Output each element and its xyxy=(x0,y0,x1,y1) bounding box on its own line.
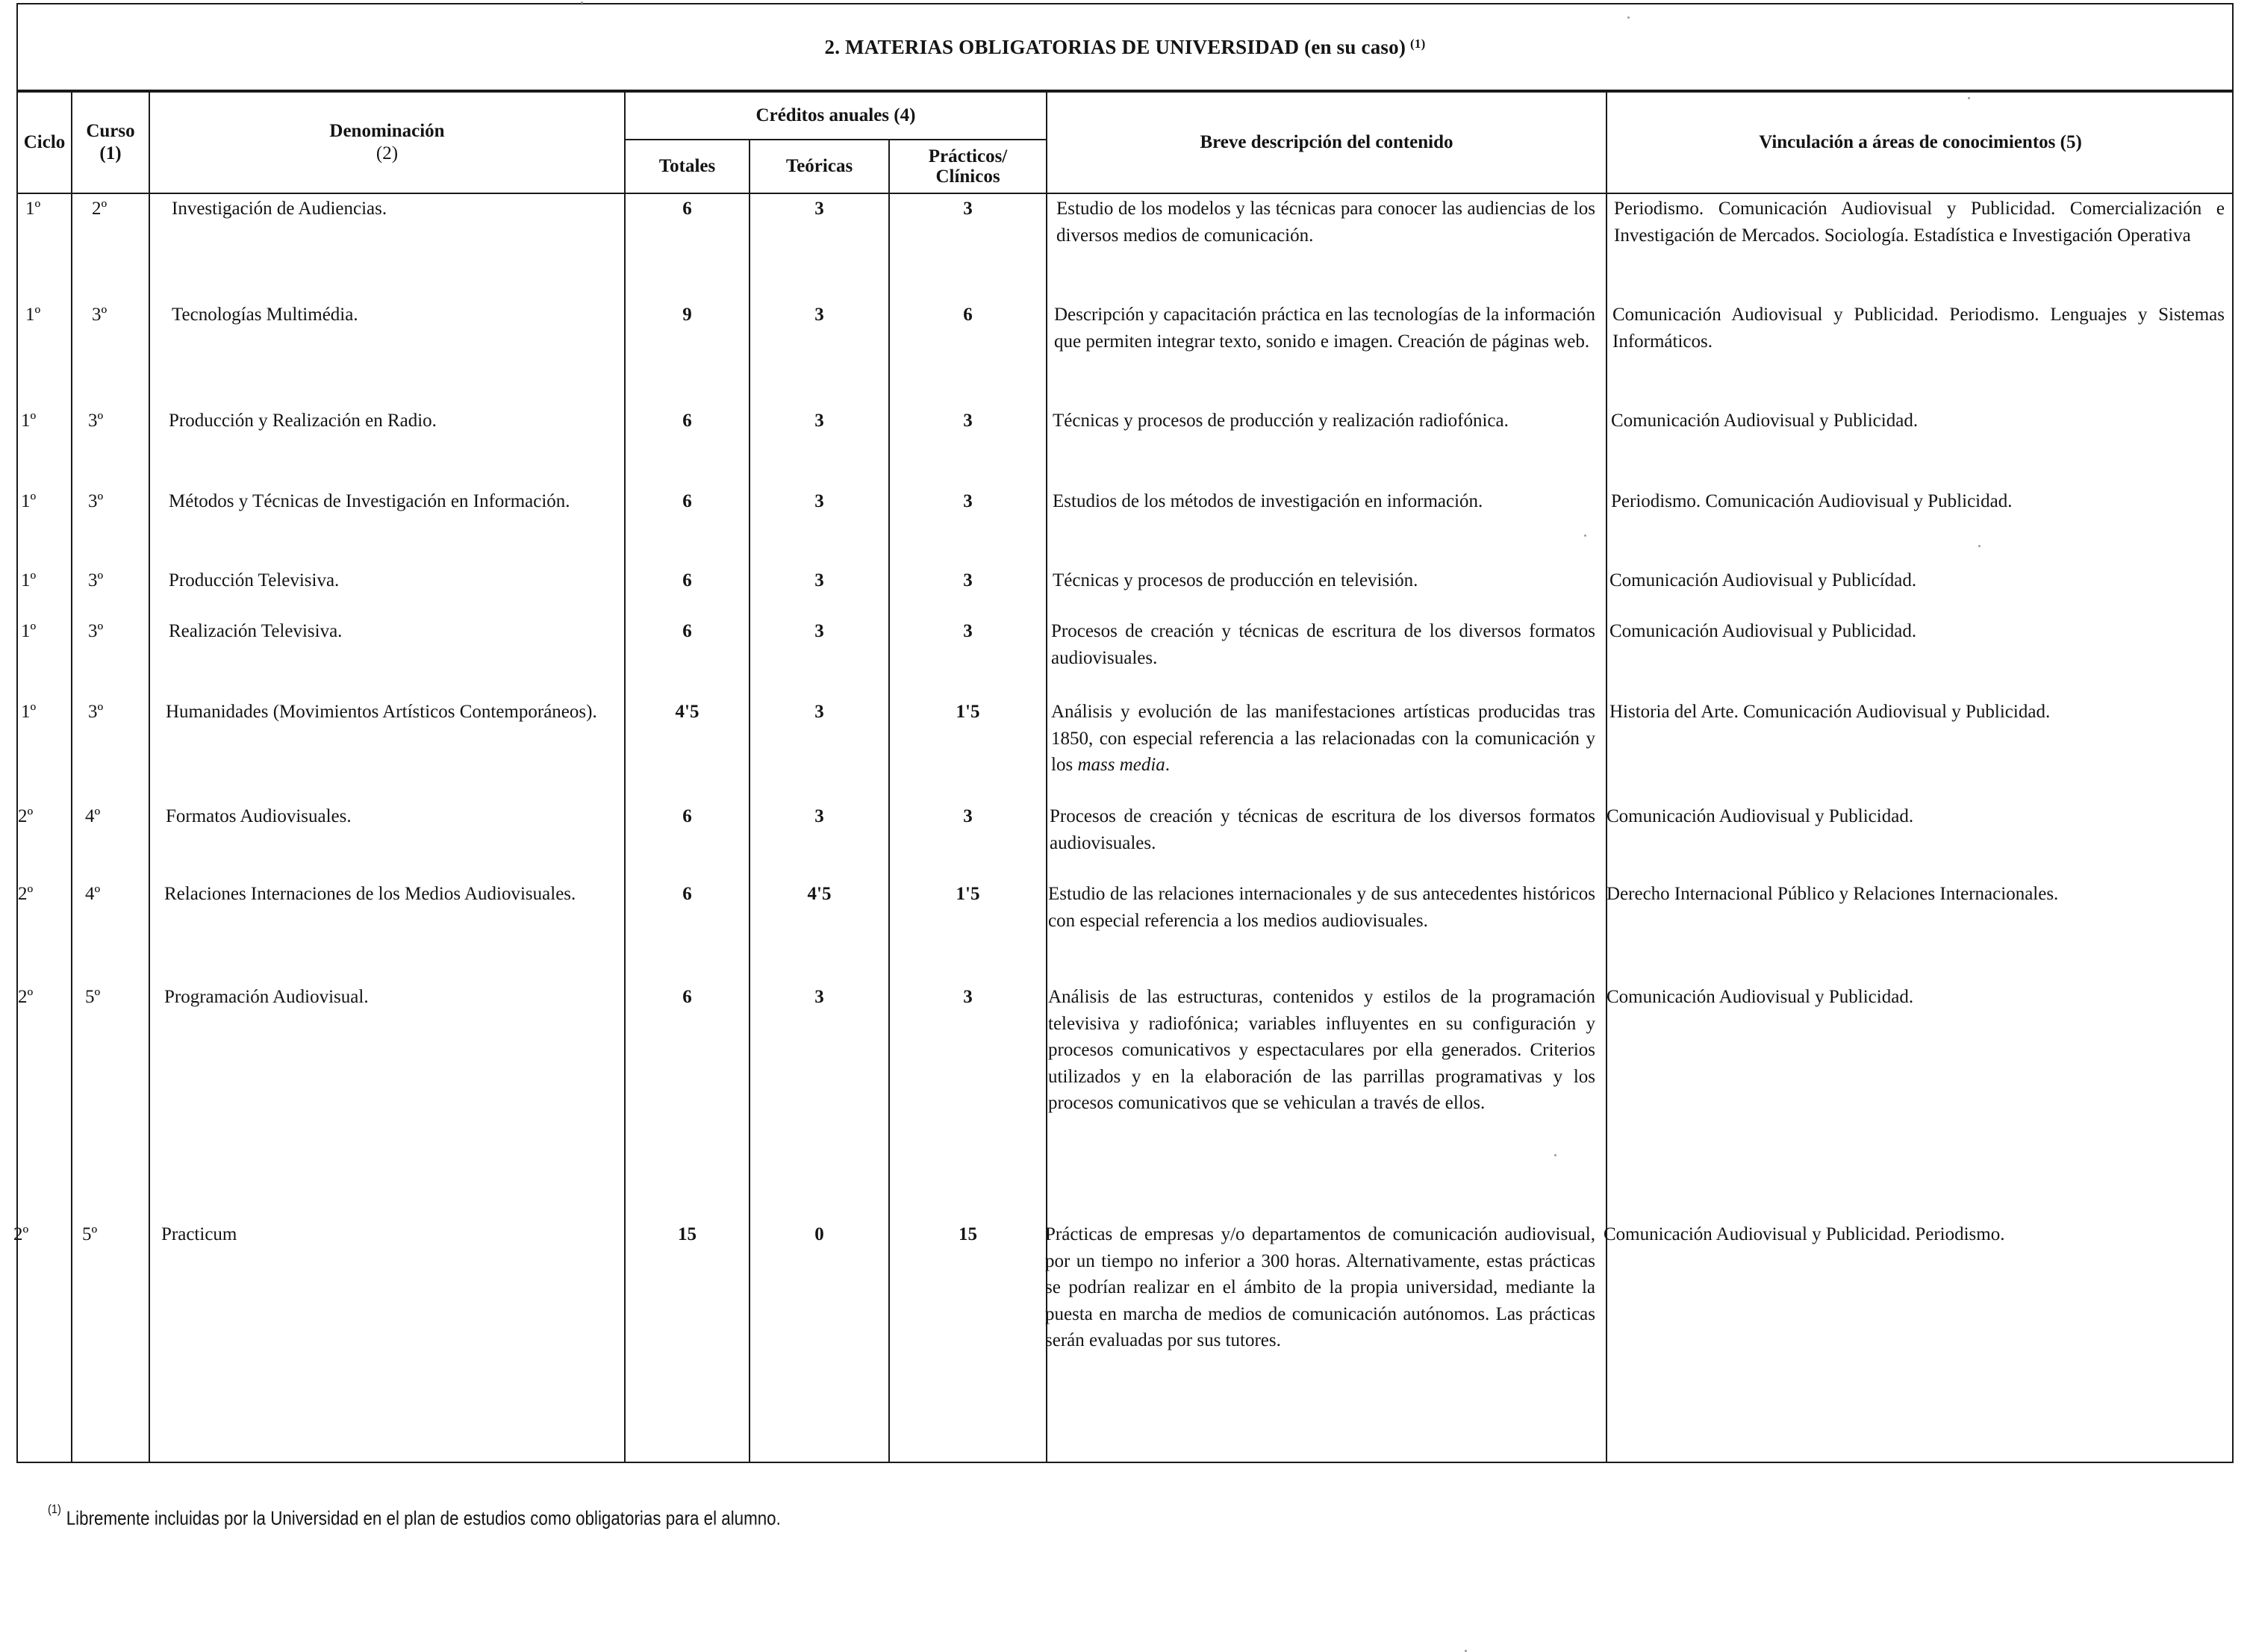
cell-denominacion: Tecnologías Multimédia. xyxy=(172,305,358,325)
footnote xyxy=(48,1502,781,1530)
cell-ciclo: 2º xyxy=(18,884,34,904)
cell-totales: 6 xyxy=(682,806,692,826)
table-title-text: 2. MATERIAS OBLIGATORIAS DE UNIVERSIDAD (en su caso) xyxy=(824,35,1406,58)
cell-curso: 3º xyxy=(88,411,104,431)
table-title xyxy=(16,3,2234,91)
cell-denominacion: Formatos Audiovisuales. xyxy=(166,806,352,826)
cell-denominacion: Producción Televisiva. xyxy=(169,570,340,590)
cell-descripcion: Técnicas y procesos de producción y realización radiofónica. xyxy=(1053,411,1509,431)
header-totales: Totales xyxy=(658,156,716,176)
cell-curso: 4º xyxy=(85,806,101,826)
cell-practicos: 3 xyxy=(963,199,973,219)
header-ciclo: Ciclo xyxy=(23,132,66,152)
cell-vinculacion: Comunicación Audiovisual y Publicidad. xyxy=(1611,411,1919,431)
cell-descripcion: Descripción y capacitación práctica en las tecnologías de la información que permiten integrar texto, sonido e imagen. Creación de páginas web. xyxy=(1054,305,1595,352)
cell-ciclo: 1º xyxy=(21,621,37,641)
cell-practicos: 1'5 xyxy=(956,884,980,904)
cell-teoricos: 3 xyxy=(814,411,824,431)
col-rule-2 xyxy=(149,91,150,1463)
header-curso: Curso (1) xyxy=(86,121,135,163)
cell-totales: 15 xyxy=(678,1224,696,1244)
cell-totales: 6 xyxy=(682,884,692,904)
cell-vinculacion: Periodismo. Comunicación Audiovisual y Publicidad. Comercialización e Investigación de Mercados. Sociología. Estadística e Investigación Operativa xyxy=(1614,199,2225,246)
cell-teoricos: 3 xyxy=(814,199,824,219)
cell-totales: 9 xyxy=(682,305,692,325)
col-rule-5 xyxy=(888,139,890,1463)
cell-practicos: 3 xyxy=(963,621,973,641)
cell-descripcion: Prácticas de empresas y/o departamentos de comunicación audiovisual, por un tiempo no inferior a 300 horas. Alternativamente, estas prácticas se podrían realizar en el ámbito de la propia universidad, mediante la puesta en marcha de medios de comunicación autónomos. Las prácticas serán evaluadas por sus tutores. xyxy=(1045,1224,1595,1350)
cell-descripcion: Análisis y evolución de las manifestaciones artísticas producidas tras 1850, con especial referencia a las relacionadas con la comunicación y los mass media. xyxy=(1051,702,1595,775)
cell-descripcion: Técnicas y procesos de producción en televisión. xyxy=(1053,570,1418,590)
scan-speck xyxy=(1978,545,1981,547)
cell-teoricos: 3 xyxy=(814,305,824,325)
cell-practicos: 3 xyxy=(963,411,973,431)
cell-ciclo: 1º xyxy=(21,491,37,511)
cell-teoricos: 4'5 xyxy=(807,884,832,904)
cell-totales: 6 xyxy=(682,570,692,590)
cell-descripcion: Estudios de los métodos de investigación en información. xyxy=(1053,491,1483,511)
scan-speck xyxy=(581,1,583,4)
cell-descripcion: Estudio de los modelos y las técnicas para conocer las audiencias de los diversos medios de comunicación. xyxy=(1056,199,1595,246)
cell-totales: 6 xyxy=(682,621,692,641)
cell-practicos: 3 xyxy=(963,806,973,826)
footnote-marker: (1) xyxy=(48,1502,61,1516)
cell-vinculacion: Comunicación Audiovisual y Publicidad. Periodismo. xyxy=(1604,1224,2005,1244)
cell-vinculacion: Comunicación Audiovisual y Publicidad. xyxy=(1607,987,1914,1007)
cell-denominacion: Programación Audiovisual. xyxy=(164,987,369,1007)
cell-curso: 2º xyxy=(92,199,107,219)
cell-curso: 5º xyxy=(82,1224,98,1244)
cell-denominacion: Investigación de Audiencias. xyxy=(172,199,387,219)
col-rule-4 xyxy=(749,139,750,1463)
cell-descripcion: Procesos de creación y técnicas de escritura de los diversos formatos audiovisuales. xyxy=(1051,621,1595,668)
header-creditos: Créditos anuales (4) xyxy=(755,105,916,125)
cell-denominacion: Producción y Realización en Radio. xyxy=(169,411,437,431)
header-descripcion: Breve descripción del contenido xyxy=(1200,132,1453,152)
cell-practicos: 1'5 xyxy=(956,702,980,722)
cell-practicos: 6 xyxy=(963,305,973,325)
cell-vinculacion: Historia del Arte. Comunicación Audiovisual y Publicidad. xyxy=(1609,702,2051,722)
cell-denominacion: Relaciones Internaciones de los Medios Audiovisuales. xyxy=(164,884,576,904)
cell-denominacion: Practicum xyxy=(161,1224,237,1244)
col-rule-1 xyxy=(71,91,72,1463)
cell-curso: 3º xyxy=(92,305,107,325)
cell-vinculacion: Periodismo. Comunicación Audiovisual y Publicidad. xyxy=(1611,491,2013,511)
cell-ciclo: 2º xyxy=(18,987,34,1007)
cell-curso: 3º xyxy=(88,621,104,641)
header-bottom-rule xyxy=(16,193,2234,194)
cell-descripcion: Análisis de las estructuras, contenidos y estilos de la programación televisiva y radiofónica; variables influyentes en su configuración y procesos comunicativos y espectaculares por ella generados. Criterios utilizados y en la elaboración de las parrillas programativas y los procesos comunicativos que se vehiculan a través de ellos. xyxy=(1048,987,1595,1113)
cell-vinculacion: Comunicación Audiovisual y Publicidad. xyxy=(1609,621,1917,641)
cell-practicos: 15 xyxy=(959,1224,977,1244)
header-teoricos: Teóricas xyxy=(785,156,853,176)
cell-teoricos: 3 xyxy=(814,987,824,1007)
cell-teoricos: 3 xyxy=(814,806,824,826)
col-rule-3 xyxy=(624,91,626,1463)
table-title-marker: (1) xyxy=(1410,37,1426,51)
scan-speck xyxy=(1584,534,1586,537)
header-denominacion: Denominación (2) xyxy=(329,121,445,163)
cell-vinculacion: Derecho Internacional Público y Relaciones Internacionales. xyxy=(1607,884,2059,904)
cell-descripcion: Procesos de creación y técnicas de escritura de los diversos formatos audiovisuales. xyxy=(1050,806,1595,853)
header-practicos: Prácticos/ Clínicos xyxy=(928,146,1008,187)
cell-vinculacion: Comunicación Audiovisual y Publicidad. Periodismo. Lenguajes y Sistemas Informáticos. xyxy=(1612,305,2225,352)
cell-vinculacion: Comunicación Audiovisual y Publicidad. xyxy=(1607,806,1914,826)
cell-ciclo: 2º xyxy=(13,1224,29,1244)
cell-totales: 6 xyxy=(682,491,692,511)
scan-speck xyxy=(1627,16,1630,19)
cell-practicos: 3 xyxy=(963,987,973,1007)
cell-teoricos: 3 xyxy=(814,621,824,641)
cell-descripcion: Estudio de las relaciones internacionales y de sus antecedentes históricos con especial referencia a los medios audiovisuales. xyxy=(1048,884,1595,931)
cell-denominacion: Métodos y Técnicas de Investigación en Información. xyxy=(169,491,570,511)
cell-teoricos: 3 xyxy=(814,570,824,590)
cell-ciclo: 1º xyxy=(25,305,41,325)
cell-practicos: 3 xyxy=(963,491,973,511)
cell-ciclo: 2º xyxy=(18,806,34,826)
cell-teoricos: 0 xyxy=(814,1224,824,1244)
footnote-text: Libremente incluidas por la Universidad en el plan de estudios como obligatorias para el alumno. xyxy=(66,1506,781,1530)
scan-speck xyxy=(1554,1154,1556,1156)
scan-speck xyxy=(1968,97,1970,99)
cell-totales: 4'5 xyxy=(675,702,699,722)
cell-ciclo: 1º xyxy=(21,411,37,431)
header-vinculacion: Vinculación a áreas de conocimientos (5) xyxy=(1759,132,2082,152)
cell-curso: 3º xyxy=(88,570,104,590)
cell-totales: 6 xyxy=(682,199,692,219)
cell-ciclo: 1º xyxy=(21,570,37,590)
cell-teoricos: 3 xyxy=(814,491,824,511)
cell-ciclo: 1º xyxy=(25,199,41,219)
cell-ciclo: 1º xyxy=(21,702,37,722)
cell-curso: 3º xyxy=(88,491,104,511)
cell-practicos: 3 xyxy=(963,570,973,590)
cell-curso: 5º xyxy=(85,987,101,1007)
cell-teoricos: 3 xyxy=(814,702,824,722)
cell-denominacion: Realización Televisiva. xyxy=(169,621,343,641)
cell-curso: 4º xyxy=(85,884,101,904)
cell-totales: 6 xyxy=(682,987,692,1007)
cell-curso: 3º xyxy=(88,702,104,722)
col-rule-7 xyxy=(1606,91,1607,1463)
cell-vinculacion: Comunicación Audiovisual y Publicídad. xyxy=(1609,570,1917,590)
cell-denominacion: Humanidades (Movimientos Artísticos Contemporáneos). xyxy=(166,702,597,722)
cell-totales: 6 xyxy=(682,411,692,431)
